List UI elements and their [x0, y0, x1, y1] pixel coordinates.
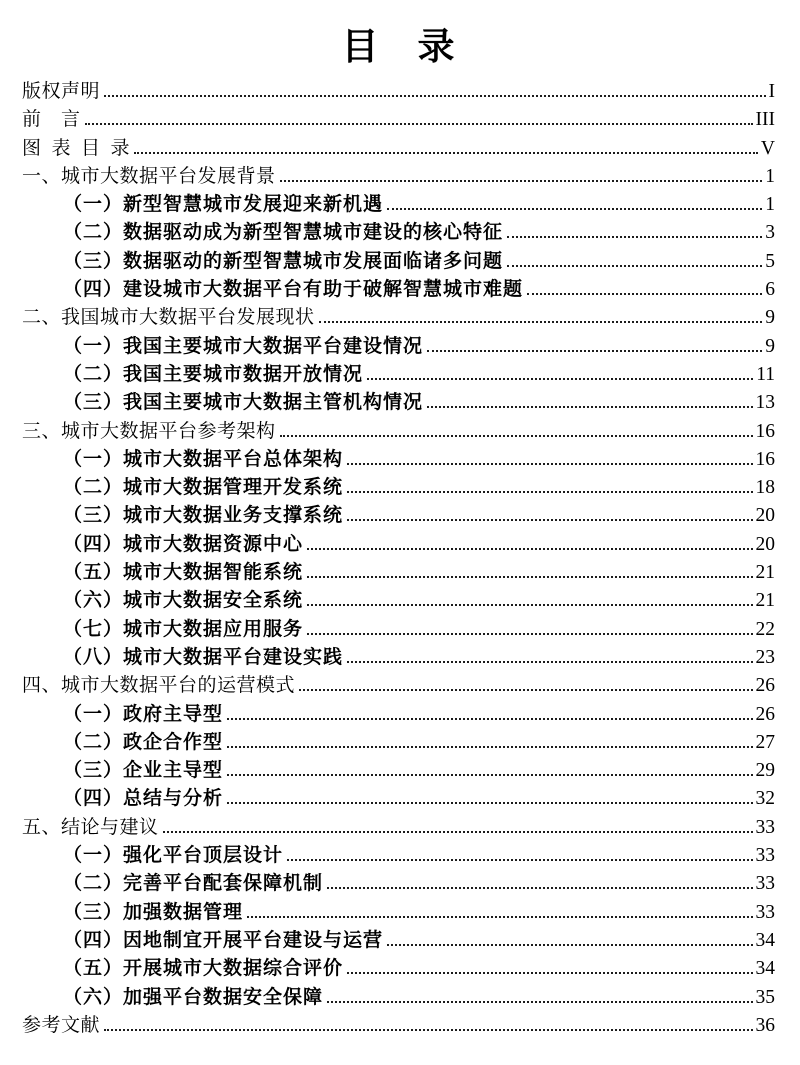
toc-entry-page: V [760, 137, 775, 159]
toc-leader-dots [299, 689, 752, 691]
toc-leader-dots [227, 718, 752, 720]
toc-entry-label: 版权声明 [22, 81, 101, 102]
toc-entry-label: （二）完善平台配套保障机制 [63, 873, 324, 895]
toc-entry[interactable] [22, 533, 775, 561]
toc-entry-label: 一、城市大数据平台发展背景 [22, 165, 276, 187]
toc-entry-label: （一）政府主导型 [63, 703, 224, 725]
toc-entry[interactable] [22, 929, 775, 957]
page-title: 目 录 [341, 26, 456, 67]
toc-entry-page: I [768, 81, 775, 102]
toc-entry[interactable] [22, 137, 775, 165]
toc-entry-label: 前 言 [22, 109, 81, 131]
toc-entry-page: 21 [755, 562, 775, 584]
toc-entry-page: 11 [756, 363, 775, 385]
toc-entry-page: 35 [755, 986, 775, 1008]
toc-entry[interactable] [22, 1014, 775, 1042]
toc-entry-label: （七）城市大数据应用服务 [63, 618, 304, 640]
toc-entry-label: （一）新型智慧城市发展迎来新机遇 [63, 194, 384, 216]
toc-leader-dots [227, 802, 752, 804]
toc-entry-label: （三）数据驱动的新型智慧城市发展面临诸多问题 [63, 250, 504, 272]
toc-entry-page: 18 [755, 477, 775, 499]
toc-entry[interactable] [22, 787, 775, 815]
toc-entry-page: 26 [755, 703, 775, 725]
toc-entry-page: 29 [755, 760, 775, 782]
toc-entry-label: （三）加强数据管理 [63, 901, 244, 923]
toc-entry-label: （二）政企合作型 [63, 731, 224, 753]
toc-entry-page: 22 [755, 618, 775, 640]
toc-entry[interactable] [22, 193, 775, 221]
toc-entry-page: 20 [755, 505, 775, 527]
toc-entry-label: （五）开展城市大数据综合评价 [63, 958, 344, 980]
toc-leader-dots [387, 944, 752, 946]
toc-entry[interactable] [22, 589, 775, 617]
toc-entry-label: 参考文献 [22, 1014, 101, 1036]
toc-entry-page: 21 [755, 590, 775, 612]
toc-entry[interactable] [22, 221, 775, 249]
toc-leader-dots [347, 463, 752, 465]
toc-entry[interactable] [22, 957, 775, 985]
toc-entry-page: 16 [755, 420, 775, 442]
toc-entry-label: （三）企业主导型 [63, 760, 224, 782]
toc-entry-page: 16 [755, 448, 775, 470]
toc-leader-dots [163, 831, 753, 833]
toc-entry-label: （四）建设城市大数据平台有助于破解智慧城市难题 [63, 279, 524, 301]
toc-leader-dots [227, 746, 752, 748]
toc-entry-label: （一）城市大数据平台总体架构 [63, 448, 344, 470]
toc-entry[interactable] [22, 674, 775, 702]
toc-entry-page: 33 [755, 901, 775, 923]
toc-entry[interactable] [22, 703, 775, 731]
toc-leader-dots [347, 661, 752, 663]
toc-entry[interactable] [22, 816, 775, 844]
toc-entry-label: （一）我国主要城市大数据平台建设情况 [63, 335, 424, 357]
toc-entry[interactable] [22, 306, 775, 334]
toc-entry-label: （四）因地制宜开展平台建设与运营 [63, 929, 384, 951]
toc-entry-label: （二）数据驱动成为新型智慧城市建设的核心特征 [63, 222, 504, 244]
toc-entry-label: （二）城市大数据管理开发系统 [63, 477, 344, 499]
toc-leader-dots [307, 548, 752, 550]
toc-entry-label: （五）城市大数据智能系统 [63, 562, 304, 584]
toc-entry-label: 图 表 目 录 [22, 137, 131, 159]
toc-entry-label: （二）我国主要城市数据开放情况 [63, 363, 364, 385]
toc-leader-dots [307, 633, 752, 635]
toc-entry[interactable] [22, 278, 775, 306]
toc-entry-label: （三）城市大数据业务支撑系统 [63, 505, 344, 527]
toc-leader-dots [307, 576, 752, 578]
toc-entry-page: 32 [755, 788, 775, 810]
toc-leader-dots [427, 350, 762, 352]
toc-entry[interactable] [22, 646, 775, 674]
toc-entry-label: （四）总结与分析 [63, 788, 224, 810]
toc-entry-label: 五、结论与建议 [22, 816, 159, 838]
toc-entry[interactable] [22, 165, 775, 193]
toc-leader-dots [347, 972, 752, 974]
toc-entry-page: 1 [765, 194, 775, 216]
toc-entry-label: （八）城市大数据平台建设实践 [63, 646, 344, 668]
toc-entry[interactable] [22, 618, 775, 646]
toc-entry-page: 34 [755, 929, 775, 951]
toc-entry[interactable] [22, 391, 775, 419]
toc-entry-label: （三）我国主要城市大数据主管机构情况 [63, 392, 424, 414]
toc-leader-dots [327, 1001, 752, 1003]
toc-entry-page: 33 [755, 845, 775, 867]
toc-entry[interactable] [22, 561, 775, 589]
toc-entry[interactable] [22, 986, 775, 1014]
toc-entry[interactable] [22, 872, 775, 900]
toc-leader-dots [347, 519, 752, 521]
toc-entry-label: 三、城市大数据平台参考架构 [22, 420, 276, 442]
toc-entry-page: III [755, 109, 775, 131]
toc-entry[interactable] [22, 335, 775, 363]
toc-entry-label: （六）加强平台数据安全保障 [63, 986, 324, 1008]
toc-entry-page: 23 [755, 646, 775, 668]
toc-entry-label: 二、我国城市大数据平台发展现状 [22, 307, 315, 329]
toc-entry-label: （四）城市大数据资源中心 [63, 533, 304, 555]
toc-entry-page: 26 [755, 675, 775, 697]
toc-entry[interactable] [22, 448, 775, 476]
toc-entry[interactable] [22, 759, 775, 787]
toc-entry[interactable] [22, 476, 775, 504]
toc-entry-page: 33 [755, 816, 775, 838]
toc-entry-page: 3 [765, 222, 775, 244]
toc-leader-dots [134, 152, 758, 154]
toc-entry[interactable] [22, 504, 775, 532]
toc-list [22, 80, 775, 1042]
toc-leader-dots [507, 236, 762, 238]
toc-leader-dots [280, 435, 753, 437]
toc-leader-dots [387, 208, 762, 210]
toc-leader-dots [247, 916, 752, 918]
toc-leader-dots [104, 1029, 752, 1031]
toc-leader-dots [347, 491, 752, 493]
toc-entry-page: 20 [755, 533, 775, 555]
toc-entry[interactable] [22, 731, 775, 759]
toc-leader-dots [507, 265, 762, 267]
toc-entry[interactable] [22, 420, 775, 448]
toc-entry-page: 9 [765, 307, 775, 329]
toc-entry[interactable] [22, 901, 775, 929]
toc-entry[interactable] [22, 80, 775, 108]
toc-entry-label: （一）强化平台顶层设计 [63, 845, 284, 867]
toc-leader-dots [367, 378, 753, 380]
toc-entry-page: 13 [755, 392, 775, 414]
toc-entry-page: 6 [765, 279, 775, 301]
toc-leader-dots [227, 774, 752, 776]
toc-entry-page: 36 [755, 1014, 775, 1036]
toc-entry[interactable] [22, 363, 775, 391]
toc-leader-dots [307, 604, 752, 606]
toc-leader-dots [104, 95, 765, 97]
toc-entry-page: 33 [755, 873, 775, 895]
toc-leader-dots [280, 180, 763, 182]
toc-entry-page: 34 [755, 958, 775, 980]
toc-leader-dots [327, 887, 752, 889]
toc-entry[interactable] [22, 250, 775, 278]
toc-entry-label: （六）城市大数据安全系统 [63, 590, 304, 612]
toc-entry-page: 9 [765, 335, 775, 357]
toc-entry-page: 1 [765, 165, 775, 187]
toc-entry[interactable] [22, 108, 775, 136]
toc-entry-page: 27 [755, 731, 775, 753]
toc-leader-dots [85, 123, 753, 125]
toc-leader-dots [527, 293, 762, 295]
toc-entry-page: 5 [765, 250, 775, 272]
toc-leader-dots [287, 859, 752, 861]
toc-leader-dots [427, 406, 752, 408]
toc-leader-dots [319, 321, 763, 323]
toc-entry[interactable] [22, 844, 775, 872]
toc-entry-label: 四、城市大数据平台的运营模式 [22, 675, 296, 697]
